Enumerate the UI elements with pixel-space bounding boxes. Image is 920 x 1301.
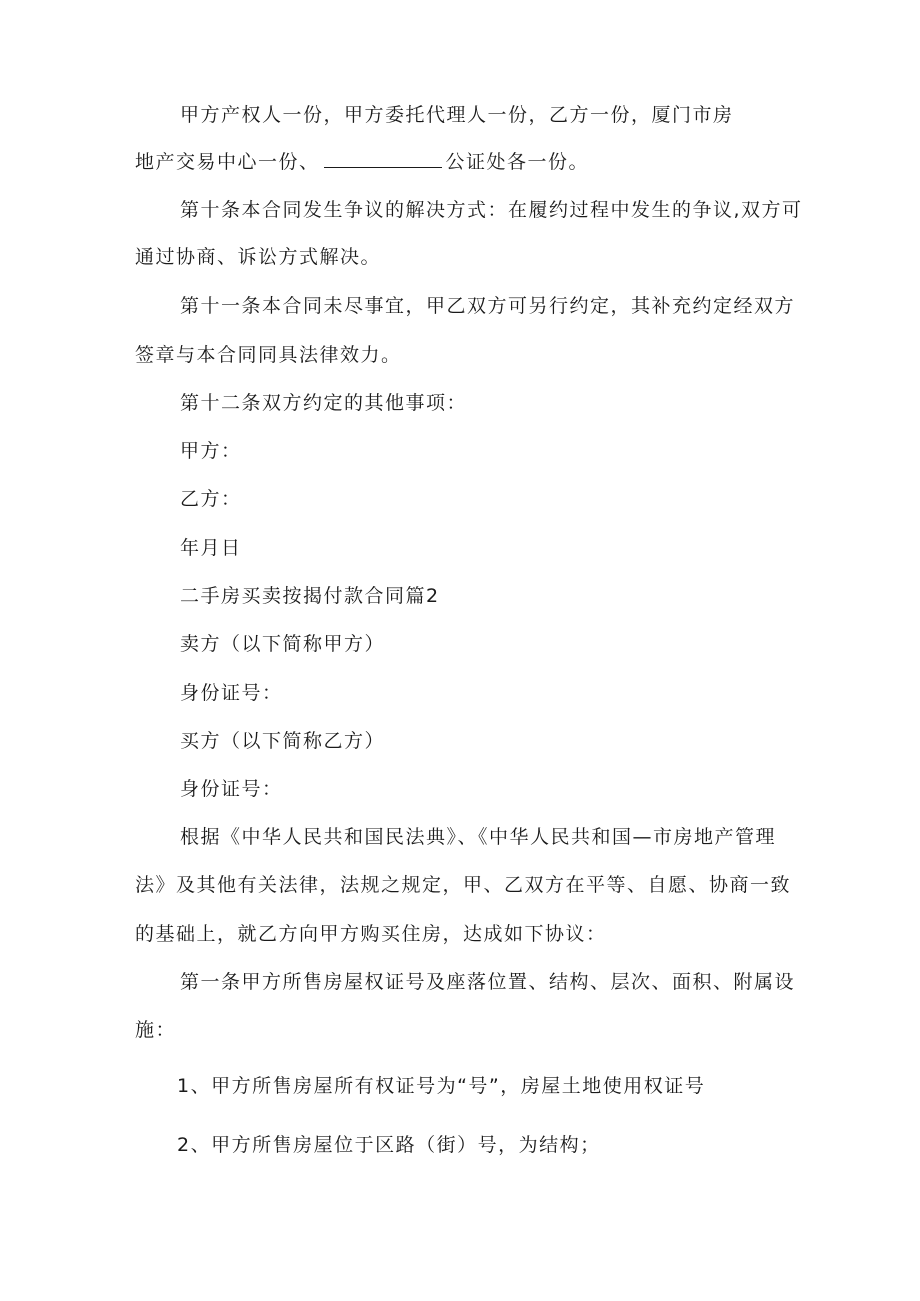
article-1-item-1: 1、甲方所售房屋所有权证号为“号”，房屋土地使用权证号 (177, 1075, 706, 1097)
preamble-line-3: 的基础上，就乙方向甲方购买住房，达成如下协议： (135, 923, 607, 945)
article-12-heading: 第十二条双方约定的其他事项： (180, 392, 468, 414)
preamble-line-2: 法》及其他有关法律，法规之规定，甲、乙双方在平等、自愿、协商一致 (135, 874, 792, 896)
contract-2-title: 二手房买卖按揭付款合同篇2 (180, 585, 440, 607)
buyer-label: 买方（以下简称乙方） (180, 730, 386, 752)
article-1-line-2: 施： (135, 1019, 177, 1041)
article-10-line-1: 第十条本合同发生争议的解决方式：在履约过程中发生的争议,双方可 (180, 199, 803, 221)
buyer-id-label: 身份证号： (180, 778, 283, 800)
article-1-line-1: 第一条甲方所售房屋权证号及座落位置、结构、层次、面积、附属设 (180, 971, 796, 993)
party-b-label: 乙方： (180, 488, 242, 510)
article-10-line-2: 通过协商、诉讼方式解决。 (135, 246, 382, 268)
date-label: 年月日 (180, 537, 242, 559)
seller-id-label: 身份证号： (180, 682, 283, 704)
seller-label: 卖方（以下简称甲方） (180, 633, 386, 655)
party-a-label: 甲方： (180, 440, 242, 462)
article-11-line-2: 签章与本合同同具法律效力。 (135, 344, 402, 366)
article-11-line-1: 第十一条本合同未尽事宜，甲乙双方可另行约定，其补充约定经双方 (180, 295, 796, 317)
paragraph-copies-line-1: 甲方产权人一份，甲方委托代理人一份，乙方一份，厦门市房 (180, 104, 734, 126)
copies-text-a: 地产交易中心一份、 (135, 151, 320, 173)
preamble-line-1: 根据《中华人民共和国民法典》、《中华人民共和国—市房地产管理 (180, 826, 777, 848)
article-1-item-2: 2、甲方所售房屋位于区路（街）号，为结构； (177, 1134, 601, 1156)
paragraph-copies-line-2 (135, 150, 589, 174)
fill-in-blank (324, 150, 442, 168)
copies-text-b: 公证处各一份。 (445, 151, 590, 173)
